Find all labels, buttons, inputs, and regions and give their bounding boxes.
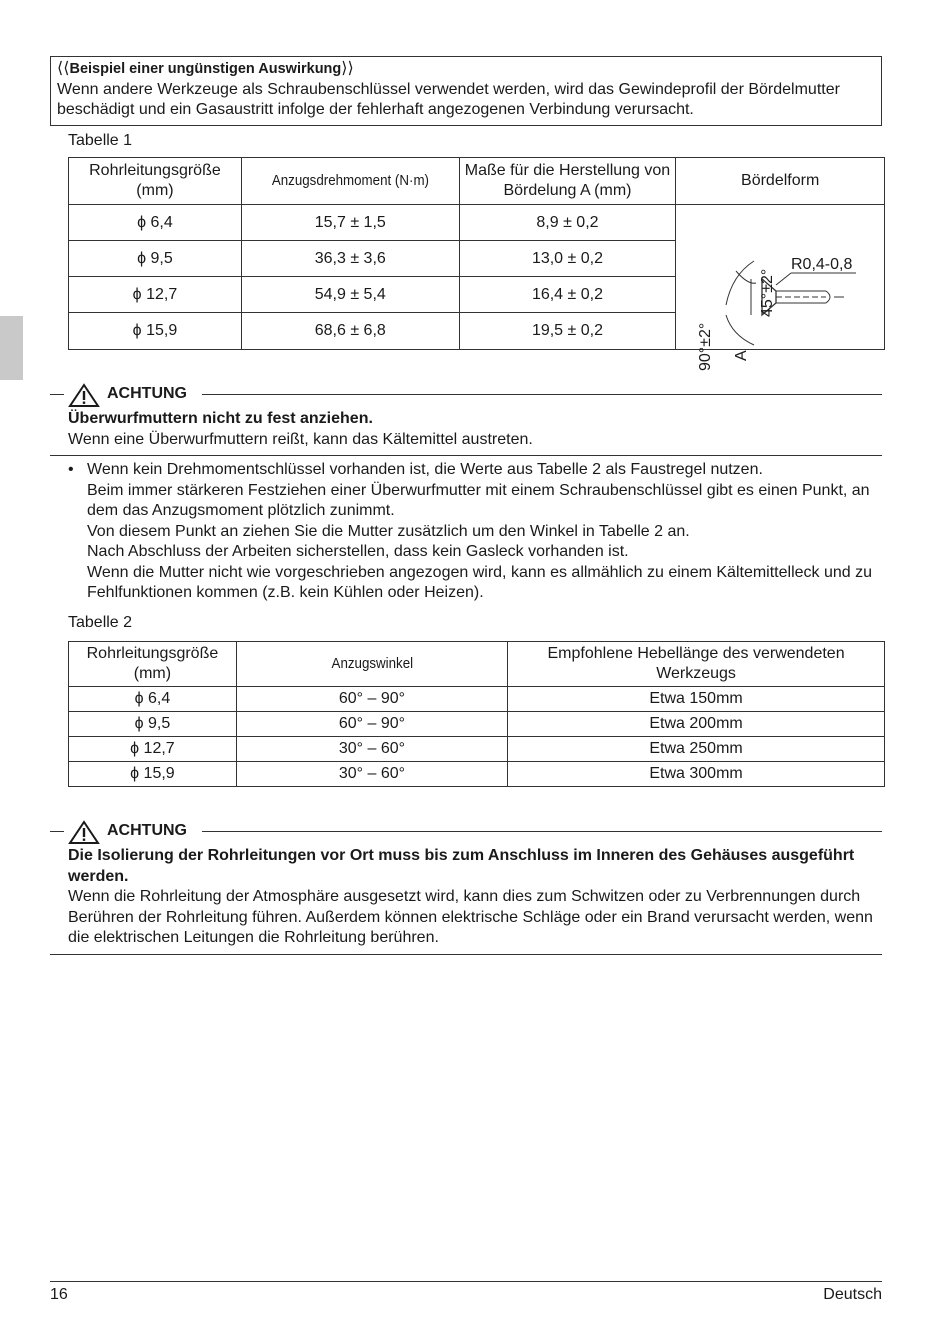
bullet-line: Wenn kein Drehmomentschlüssel vorhanden ist, die Werte aus Tabelle 2 als Faustregel nutzen. bbox=[87, 461, 763, 478]
table2-cell-length: Etwa 150mm bbox=[508, 687, 885, 712]
footer-rule bbox=[50, 1281, 882, 1282]
list-item bbox=[68, 460, 882, 604]
table2-cell-length: Etwa 300mm bbox=[508, 762, 885, 787]
table2-cell-length: Etwa 200mm bbox=[508, 712, 885, 737]
flare-shape-figure bbox=[676, 205, 885, 371]
caution-lead: Überwurfmuttern nicht zu fest anziehen. bbox=[68, 410, 373, 427]
table2-cell-size: ϕ 9,5 bbox=[69, 712, 237, 737]
table-row bbox=[69, 205, 885, 241]
caution-lead: Die Isolierung der Rohrleitungen vor Ort muss bis zum Anschluss im Inneren des Gehäuses ausgeführt werden. bbox=[68, 847, 855, 885]
example-box-text: Wenn andere Werkzeuge als Schraubenschlüssel verwendet werden, wird das Gewindeprofil der Bördelmutter beschädigt und ein Gasaustritt infolge der fehlerhaft angezogenen Verbindung verursacht. bbox=[57, 80, 840, 118]
footer-language: Deutsch bbox=[823, 1286, 882, 1303]
table-row bbox=[69, 762, 885, 787]
table-row bbox=[69, 687, 885, 712]
section-rule bbox=[50, 954, 882, 955]
table-row bbox=[69, 712, 885, 737]
caution-label: ACHTUNG bbox=[107, 822, 187, 839]
table1-cell-torque: 15,7 ± 1,5 bbox=[241, 205, 459, 241]
caution-block-1 bbox=[50, 383, 882, 450]
divider bbox=[50, 831, 64, 832]
table2-cell-length: Etwa 250mm bbox=[508, 737, 885, 762]
table1-cell-size: ϕ 9,5 bbox=[69, 241, 242, 277]
caution-body bbox=[50, 409, 882, 450]
table1-header-form: Bördelform bbox=[676, 158, 885, 205]
flare-dim-a-label: A bbox=[733, 350, 751, 361]
bullet-line: Wenn die Mutter nicht wie vorgeschrieben angezogen wird, kann es allmählich zu einem Kältemittelleck und zu Fehlfunktionen kommen (z.B. kein Kühlen oder Heizen). bbox=[87, 563, 873, 601]
flare-angle-45-label: 45°±2° bbox=[759, 268, 777, 317]
side-tab-marker bbox=[0, 316, 23, 380]
caution-block-2 bbox=[50, 820, 882, 949]
table2 bbox=[68, 641, 885, 787]
table1-caption: Tabelle 1 bbox=[68, 132, 133, 149]
bullet-dot: • bbox=[68, 461, 74, 478]
caution-label: ACHTUNG bbox=[107, 385, 187, 402]
bullet-section bbox=[68, 460, 882, 604]
table2-header-length: Empfohlene Hebellänge des verwendeten Werkzeugs bbox=[508, 642, 885, 687]
table1-cell-flare: 8,9 ± 0,2 bbox=[459, 205, 676, 241]
warning-triangle-icon bbox=[68, 820, 100, 844]
table-row bbox=[69, 737, 885, 762]
warning-triangle-icon bbox=[68, 383, 100, 407]
table2-header-size: Rohrleitungsgröße (mm) bbox=[69, 642, 237, 687]
table1 bbox=[68, 157, 885, 371]
example-box-title: ⟨⟨Beispiel einer ungünstigen Auswirkung⟩⟩ bbox=[57, 60, 354, 77]
table2-header-angle: Anzugswinkel bbox=[236, 642, 507, 687]
flare-angle-90-label: 90°±2° bbox=[697, 322, 715, 371]
bullet-line: Nach Abschluss der Arbeiten sicherstellen, dass kein Gasleck vorhanden ist. bbox=[87, 543, 629, 560]
table1-header-size: Rohrleitungsgröße (mm) bbox=[69, 158, 242, 205]
divider bbox=[202, 831, 882, 832]
caution-body bbox=[50, 846, 882, 949]
table1-cell-torque: 68,6 ± 6,8 bbox=[241, 313, 459, 350]
table2-cell-size: ϕ 12,7 bbox=[69, 737, 237, 762]
table1-header-row bbox=[69, 158, 885, 205]
table1-cell-flare: 16,4 ± 0,2 bbox=[459, 277, 676, 313]
table1-cell-torque: 36,3 ± 3,6 bbox=[241, 241, 459, 277]
page-number: 16 bbox=[50, 1286, 68, 1303]
divider bbox=[50, 394, 64, 395]
table1-cell-size: ϕ 15,9 bbox=[69, 313, 242, 350]
caution-header bbox=[50, 820, 882, 846]
section-rule bbox=[50, 455, 882, 456]
table2-cell-size: ϕ 6,4 bbox=[69, 687, 237, 712]
table2-cell-angle: 60° – 90° bbox=[236, 687, 507, 712]
table2-caption: Tabelle 2 bbox=[68, 614, 133, 631]
flare-diagram bbox=[676, 205, 884, 371]
table2-cell-angle: 30° – 60° bbox=[236, 762, 507, 787]
table1-cell-torque: 54,9 ± 5,4 bbox=[241, 277, 459, 313]
table2-cell-angle: 60° – 90° bbox=[236, 712, 507, 737]
table1-cell-flare: 19,5 ± 0,2 bbox=[459, 313, 676, 350]
example-box bbox=[50, 56, 882, 126]
table1-cell-size: ϕ 12,7 bbox=[69, 277, 242, 313]
flare-radius-label: R0,4-0,8 bbox=[791, 256, 853, 273]
caution-text: Wenn die Rohrleitung der Atmosphäre ausgesetzt wird, kann dies zum Schwitzen oder zu Verbrennungen durch Berühren der Rohrleitung führen. Außerdem können elektrische Schläge oder ein Brand verursacht werden, wenn die elektrischen Leitungen die Rohrleitung berühren. bbox=[68, 888, 873, 946]
caution-text: Wenn eine Überwurfmuttern reißt, kann das Kältemittel austreten. bbox=[68, 430, 533, 448]
table2-cell-size: ϕ 15,9 bbox=[69, 762, 237, 787]
caution-header bbox=[50, 383, 882, 409]
table2-cell-angle: 30° – 60° bbox=[236, 737, 507, 762]
table1-cell-flare: 13,0 ± 0,2 bbox=[459, 241, 676, 277]
bullet-line: Von diesem Punkt an ziehen Sie die Mutter zusätzlich um den Winkel in Tabelle 2 an. bbox=[87, 522, 690, 540]
table1-cell-size: ϕ 6,4 bbox=[69, 205, 242, 241]
bullet-line: Beim immer stärkeren Festziehen einer Überwurfmutter mit einem Schraubenschlüssel gibt es einen Punkt, an dem das Anzugsmoment plötzlich zunimmt. bbox=[87, 481, 870, 519]
table1-header-torque: Anzugsdrehmoment (N·m) bbox=[241, 158, 459, 205]
table2-header-row bbox=[69, 642, 885, 687]
table1-header-flare: Maße für die Herstellung von Bördelung A (mm) bbox=[459, 158, 676, 205]
divider bbox=[202, 394, 882, 395]
